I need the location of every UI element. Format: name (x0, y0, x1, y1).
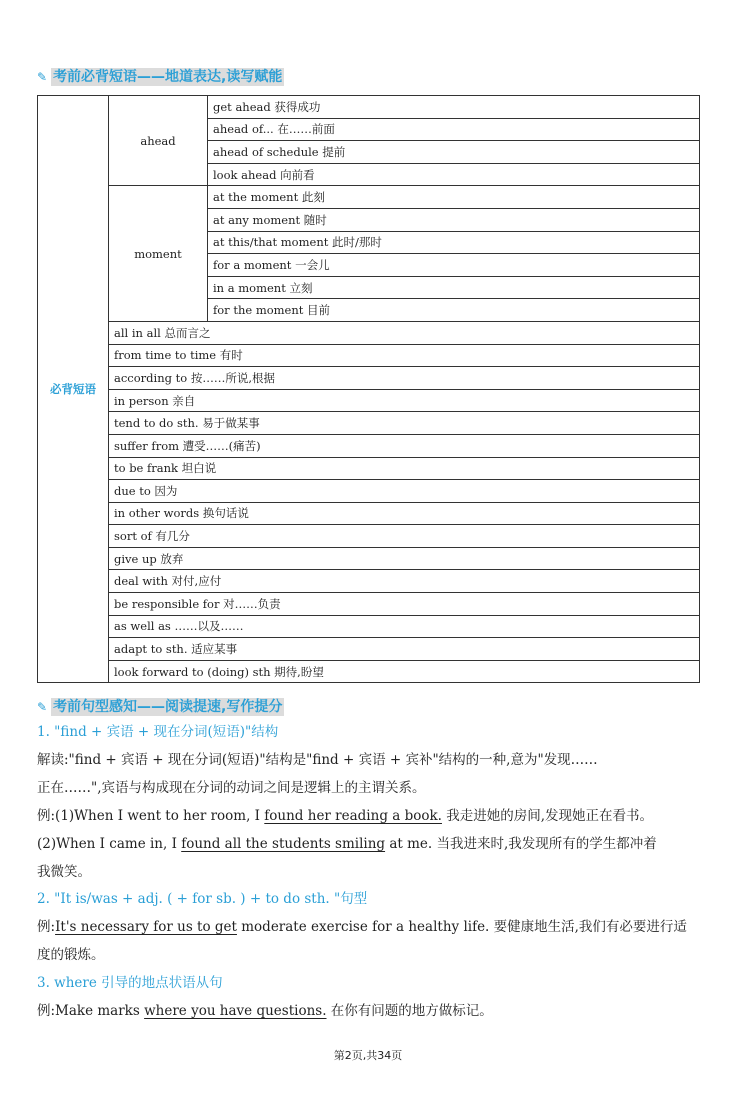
phrase-cell: all in all 总而言之 (109, 321, 700, 344)
phrase-cell: deal with 对付,应付 (109, 570, 700, 593)
text-line (37, 913, 702, 941)
text-line (37, 746, 702, 774)
text-segment: 例:(1)When I went to her room, I (37, 807, 265, 824)
phrase-cell: look ahead 向前看 (208, 163, 700, 186)
text-line (37, 774, 702, 802)
table-row (38, 638, 700, 661)
text-line (37, 718, 702, 746)
table-row (38, 525, 700, 548)
text-line (37, 969, 702, 997)
phrase-cell: be responsible for 对……负责 (109, 593, 700, 616)
phrase-cell: from time to time 有时 (109, 344, 700, 367)
phrase-cell: in other words 换句话说 (109, 502, 700, 525)
phrase-cell: in a moment 立刻 (208, 276, 700, 299)
table-row (38, 389, 700, 412)
text-segment: 度的锻炼。 (37, 947, 105, 964)
section-heading-phrases: ✎ 考前必背短语——地道表达,读写赋能 (37, 69, 283, 85)
text-segment: 在你有问题的地方做标记。 (326, 1003, 493, 1019)
text-segment: 我微笑。 (37, 863, 91, 880)
text-segment: 2. "It is/was + adj. ( + for sb. ) + to do sth. "句型 (37, 891, 368, 908)
text-segment: (2)When I came in, I (37, 835, 182, 852)
keyword-cell: ahead (109, 96, 208, 186)
phrase-cell: for the moment 目前 (208, 299, 700, 322)
phrase-cell: at any moment 随时 (208, 208, 700, 231)
table-row (38, 593, 700, 616)
phrase-cell: as well as ……以及…… (109, 615, 700, 638)
table-row (38, 615, 700, 638)
table-row (38, 344, 700, 367)
text-segment: 例:Make marks (37, 1003, 145, 1019)
text-segment: moderate exercise for a healthy life. 要健康地生活,我们有必要进行适 (236, 919, 687, 936)
phrase-cell: look forward to (doing) sth 期待,盼望 (109, 660, 700, 683)
phrase-cell: ahead of schedule 提前 (208, 141, 700, 164)
phrase-cell: sort of 有几分 (109, 525, 700, 548)
text-segment: 3. where 引导的地点状语从句 (37, 975, 223, 992)
phrase-cell: at the moment 此刻 (208, 186, 700, 209)
pencil-icon: ✎ (37, 700, 48, 714)
text-line (37, 830, 702, 858)
phrase-cell: in person 亲自 (109, 389, 700, 412)
table-row (38, 457, 700, 480)
table-row (38, 367, 700, 390)
phrase-cell: tend to do sth. 易于做某事 (109, 412, 700, 435)
keyword-cell: moment (109, 186, 208, 322)
underlined-phrase: found her reading a book. (264, 807, 442, 824)
text-line (37, 997, 702, 1025)
table-row (38, 434, 700, 457)
underlined-phrase: found all the students smiling (181, 835, 386, 852)
page-footer: 第2页,共34页 (333, 1049, 403, 1062)
text-line (37, 885, 702, 913)
phrase-cell: ahead of... 在……前面 (208, 118, 700, 141)
text-segment: at me. 当我进来时,我发现所有的学生都冲着 (385, 835, 657, 852)
text-segment: 正在……",宾语与构成现在分词的动词之间是逻辑上的主谓关系。 (37, 779, 426, 796)
phrase-cell: adapt to sth. 适应某事 (109, 638, 700, 661)
pencil-icon: ✎ (37, 70, 48, 84)
underlined-phrase: where you have questions. (144, 1003, 327, 1019)
phrase-cell: according to 按……所说,根据 (109, 367, 700, 390)
phrase-cell: for a moment 一会儿 (208, 254, 700, 277)
table-row (38, 96, 700, 119)
underlined-phrase: It's necessary for us to get (55, 919, 237, 936)
text-segment: 我走进她的房间,发现她正在看书。 (441, 807, 654, 824)
table-row (38, 547, 700, 570)
phrase-cell: to be frank 坦白说 (109, 457, 700, 480)
phrase-cell: due to 因为 (109, 480, 700, 503)
phrase-cell: get ahead 获得成功 (208, 96, 700, 119)
text-segment: 例: (37, 919, 56, 936)
section-heading-sentences: ✎ 考前句型感知——阅读提速,写作提分 (37, 699, 283, 715)
text-line (37, 802, 702, 830)
text-line (37, 858, 702, 886)
table-row (38, 660, 700, 683)
table-row (38, 570, 700, 593)
table-row (38, 321, 700, 344)
table-row (38, 480, 700, 503)
table-row (38, 412, 700, 435)
text-line (37, 941, 702, 969)
category-cell: 必背短语 (38, 96, 109, 683)
table-row (38, 502, 700, 525)
text-segment: 1. "find + 宾语 + 现在分词(短语)"结构 (37, 724, 279, 740)
phrase-cell: at this/that moment 此时/那时 (208, 231, 700, 254)
table-row (38, 186, 700, 209)
phrase-cell: suffer from 遭受……(痛苦) (109, 434, 700, 457)
phrase-cell: give up 放弃 (109, 547, 700, 570)
phrases-table (37, 95, 700, 683)
text-segment: 解读:"find + 宾语 + 现在分词(短语)"结构是"find + 宾语 + 宾补"结构的一种,意为"发现…… (37, 751, 598, 768)
